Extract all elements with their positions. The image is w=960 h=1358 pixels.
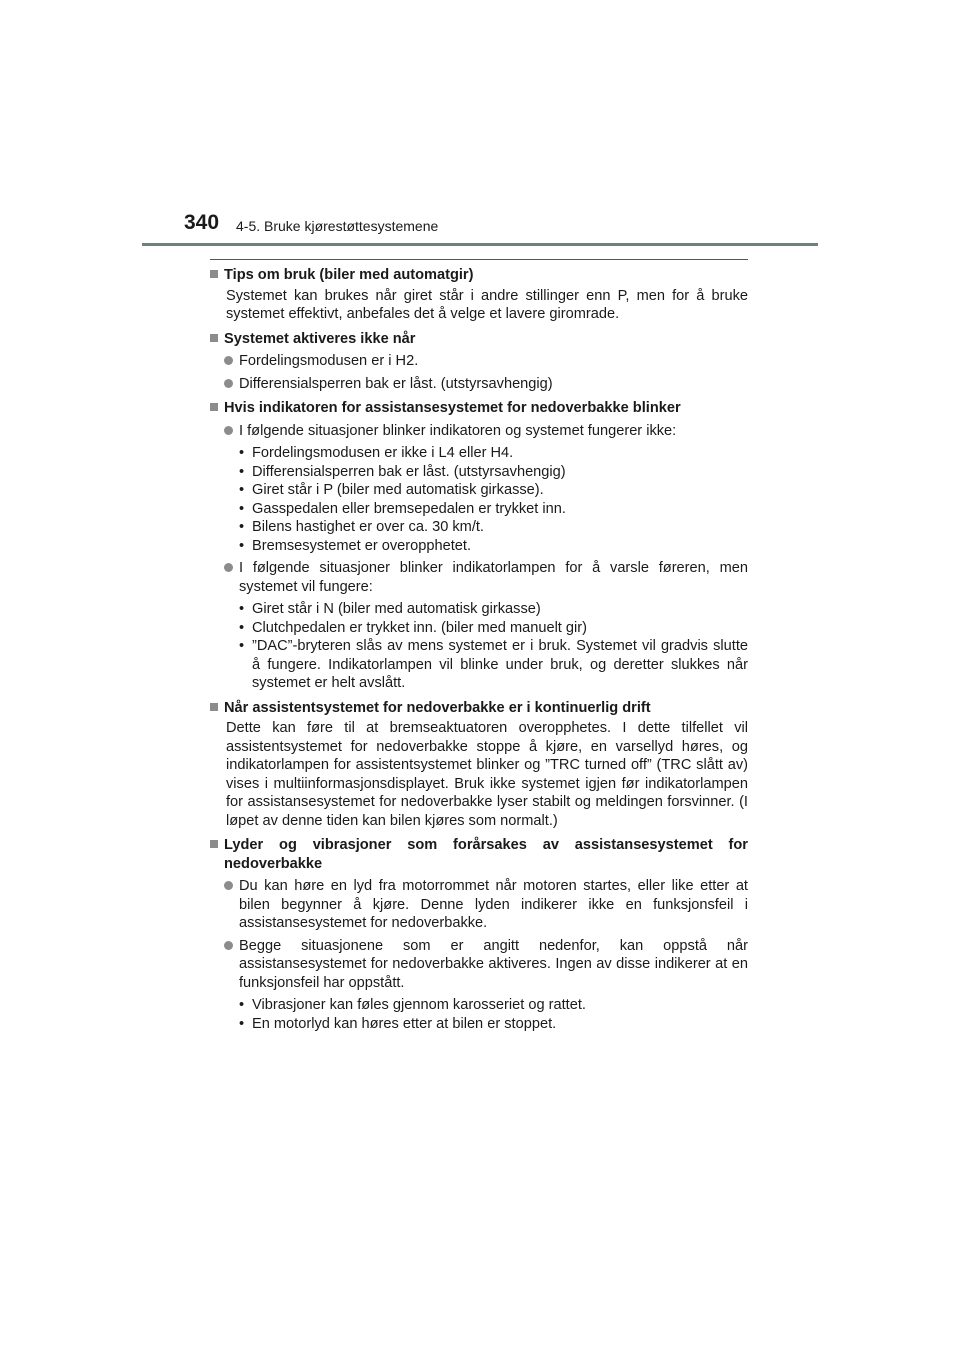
square-bullet-icon [210, 703, 218, 711]
sub-list-item [210, 996, 748, 1015]
dot-bullet-icon: • [239, 537, 245, 554]
list-item [210, 352, 748, 371]
sub-list-item [210, 637, 748, 693]
section-heading [210, 266, 748, 285]
sub-list-item-text: En motorlyd kan høres etter at bilen er stoppet. [252, 1015, 557, 1032]
sub-list-item [210, 518, 748, 537]
section-heading [210, 330, 748, 349]
dot-bullet-icon: • [239, 445, 245, 461]
dot-bullet-icon: • [239, 1015, 245, 1032]
list-item [210, 559, 748, 596]
circle-bullet-icon [224, 941, 233, 950]
sub-list-item [210, 500, 748, 519]
sub-list-item-text: Gasspedalen eller bremsepedalen er trykket inn. [252, 500, 566, 517]
dot-bullet-icon: • [239, 997, 245, 1013]
sub-list-item [210, 481, 748, 500]
section-paragraph: Systemet kan brukes når giret står i andre stillinger enn P, men for å bruke systemet effektivt, anbefales det å velge et lavere giromrade. [226, 287, 748, 322]
sub-list-item-text: Fordelingsmodusen er ikke i L4 eller H4. [252, 445, 514, 461]
sub-list-item [210, 1015, 748, 1034]
page-content [210, 266, 748, 1039]
section-heading-text: Tips om bruk (biler med automatgir) [224, 267, 474, 283]
circle-bullet-icon [224, 379, 233, 388]
square-bullet-icon [210, 403, 218, 411]
circle-bullet-icon [224, 881, 233, 890]
header-rule [142, 243, 818, 246]
section-heading [210, 399, 748, 418]
dot-bullet-icon: • [239, 601, 245, 617]
sub-list-item-text: Clutchpedalen er trykket inn. (biler med manuelt gir) [252, 619, 587, 636]
list-item-text: Fordelingsmodusen er i H2. [239, 353, 419, 369]
list-item-text: Du kan høre en lyd fra motorrommet når motoren startes, eller like etter at bilen begynner å kjøre. Denne lyden indikerer ikke en funksjonsfeil i assistansesystemet for nedoverbakke. [239, 878, 748, 931]
list-item-text: I følgende situasjoner blinker indikatorlampen for å varsle føreren, men systemet vil fungere: [239, 560, 748, 595]
sub-list-item [210, 444, 748, 463]
list-item-text: Differensialsperren bak er låst. (utstyrsavhengig) [239, 375, 553, 392]
sub-list-item [210, 537, 748, 556]
section-continuous-operation [210, 699, 748, 831]
sub-list-item-text: Differensialsperren bak er låst. (utstyrsavhengig) [252, 463, 566, 480]
square-bullet-icon [210, 334, 218, 342]
dot-bullet-icon: • [239, 638, 245, 654]
page-number: 340 [184, 211, 220, 234]
section-heading-text: Systemet aktiveres ikke når [224, 330, 416, 347]
section-usage-tips [210, 266, 748, 324]
section-heading [210, 699, 748, 718]
dot-bullet-icon: • [239, 463, 245, 480]
list-item [210, 937, 748, 993]
list-item [210, 375, 748, 394]
section-heading-text: Når assistentsystemet for nedoverbakke er i kontinuerlig drift [224, 699, 651, 716]
list-item [210, 877, 748, 933]
content-rule [210, 259, 748, 260]
sub-list-item-text: Bilens hastighet er over ca. 30 km/t. [252, 519, 484, 535]
circle-bullet-icon [224, 356, 233, 365]
sub-list [210, 996, 748, 1033]
sub-list-item [210, 600, 748, 619]
sub-list-item [210, 619, 748, 638]
sub-list-item-text: Giret står i P (biler med automatisk girkasse). [252, 482, 544, 498]
chapter-title: 4-5. Bruke kjørestøttesystemene [236, 218, 439, 234]
dot-bullet-icon: • [239, 519, 245, 535]
sub-list-item-text: Giret står i N (biler med automatisk girkasse) [252, 601, 541, 617]
section-heading [210, 836, 748, 873]
list-item [210, 422, 748, 441]
sub-list [210, 444, 748, 555]
section-indicator-blinks [210, 399, 748, 693]
circle-bullet-icon [224, 426, 233, 435]
section-heading-text: Hvis indikatoren for assistansesystemet for nedoverbakke blinker [224, 400, 681, 416]
dot-bullet-icon: • [239, 500, 245, 517]
sub-list-item [210, 463, 748, 482]
dot-bullet-icon: • [239, 482, 245, 498]
sub-list-item-text: Bremsesystemet er overopphetet. [252, 537, 472, 554]
section-paragraph: Dette kan føre til at bremseaktuatoren overopphetes. I dette tilfellet vil assistentsystemet for nedoverbakke stoppe å kjøre, en varsellyd høres, og indikatorlampen for assistentsystemet blinker og ”TRC turned off” (TRC slått av) vises i multiinformasjonsdisplayet. Bruk ikke systemet igjen før indikatorlampen for assistansesystemet for nedoverbakke lyser stabilt og meldingen forsvinner. (I løpet av denne tiden kan bilen kjøres som normalt.) [226, 720, 748, 829]
sub-list-item-text: Vibrasjoner kan føles gjennom karosseriet og rattet. [252, 997, 586, 1013]
circle-bullet-icon [224, 563, 233, 572]
list-item-text: Begge situasjonene som er angitt nedenfor, kan oppstå når assistansesystemet for nedoverbakke aktiveres. Ingen av disse indikerer at en funksjonsfeil har oppstått. [239, 937, 748, 991]
square-bullet-icon [210, 270, 218, 278]
dot-bullet-icon: • [239, 619, 245, 636]
section-sounds-vibrations [210, 836, 748, 1033]
sub-list-item-text: ”DAC”-bryteren slås av mens systemet er i bruk. Systemet vil gradvis slutte å fungere. Indikatorlampen vil blinke under bruk, og deretter slukkes når systemet er helt avslått. [252, 638, 748, 691]
section-heading-text: Lyder og vibrasjoner som forårsakes av assistansesystemet for nedoverbakke [224, 837, 748, 872]
square-bullet-icon [210, 840, 218, 848]
section-not-activated [210, 330, 748, 394]
list-item-text: I følgende situasjoner blinker indikatoren og systemet fungerer ikke: [239, 422, 677, 439]
sub-list [210, 600, 748, 693]
